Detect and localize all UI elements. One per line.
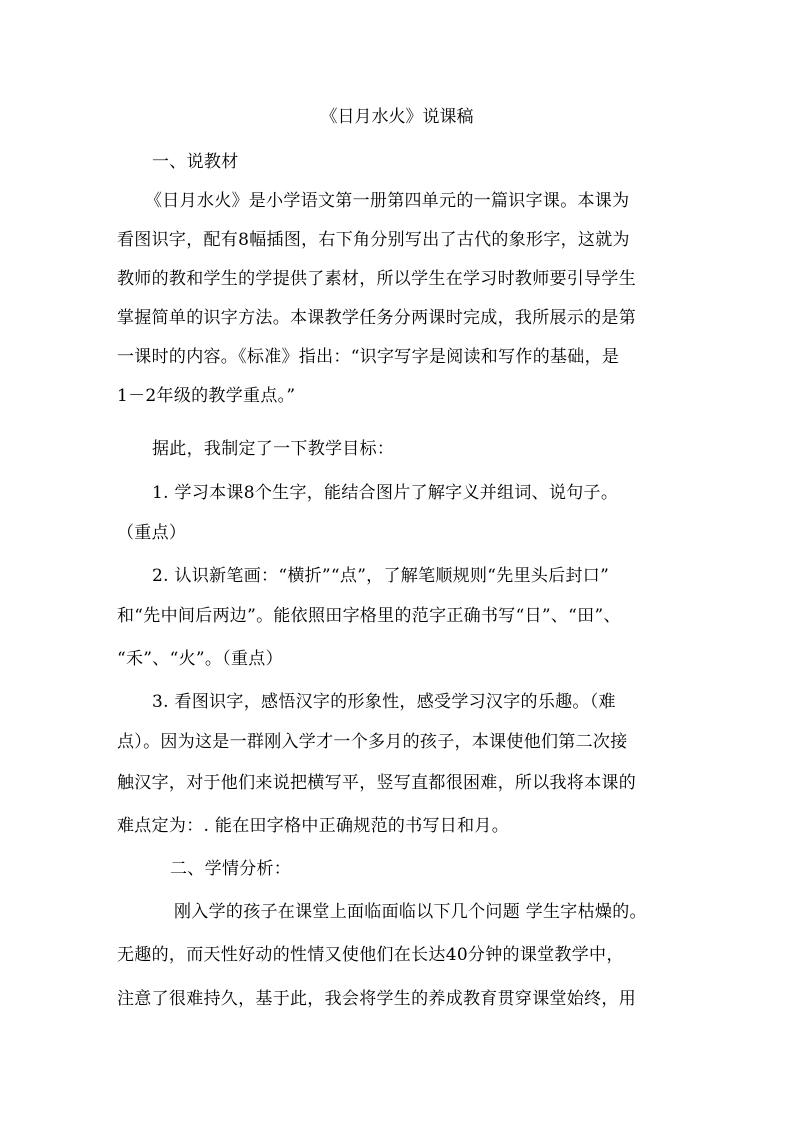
paragraph-line: 据此，我制定了一下教学目标：: [152, 439, 395, 459]
document-title: 《日月水火》说课稿: [320, 107, 474, 127]
paragraph-line: 刚入学的孩子在课堂上面临面临以下几个问题 学生字枯燥的。: [174, 902, 647, 922]
paragraph-line: 点）。因为这是一群刚入学才一个多月的孩子，本课使他们第二次接: [117, 732, 628, 752]
goal-item: 2. 认识新笔画：“横折”“点”，了解笔顺规则“先里头后封口”: [152, 566, 610, 586]
paragraph-line: 看图识字，配有8幅插图，右下角分别写出了古代的象形字，这就为: [117, 230, 630, 250]
paragraph-line: 教师的教和学生的学提供了素材，所以学生在学习时教师要引导学生: [117, 269, 636, 289]
paragraph-line: “禾”、“火”。（重点）: [117, 649, 283, 669]
section-heading-learner-analysis: 二、学情分析：: [170, 859, 292, 879]
paragraph-line: 1－2年级的教学重点。”: [117, 386, 296, 406]
paragraph-line: 注意了很难持久，基于此，我会将学生的养成教育贯穿课堂始终，用: [117, 989, 636, 1009]
goal-item: 3. 看图识字，感悟汉字的形象性，感受学习汉字的乐趣。（难: [152, 692, 616, 712]
paragraph-line: 掌握简单的识字方法。本课教学任务分两课时完成，我所展示的是第: [117, 308, 636, 328]
paragraph-line: 触汉字，对于他们来说把横写平，竖写直都很困难，所以我将本课的: [117, 773, 636, 793]
paragraph-line: （重点）: [117, 523, 187, 543]
paragraph-line: 《日月水火》是小学语文第一册第四单元的一篇识字课。本课为: [145, 191, 630, 211]
paragraph-line: 难点定为：. 能在田字格中正确规范的书写日和月。: [117, 816, 510, 836]
paragraph-line: 无趣的，而天性好动的性情又使他们在长达40分钟的课堂教学中，: [117, 945, 624, 965]
paragraph-line: 和“先中间后两边”。能依照田字格里的范字正确书写“日”、“田”、: [117, 606, 621, 626]
paragraph-line: 一课时的内容。《标准》指出：“识字写字是阅读和写作的基础，是: [117, 347, 620, 367]
section-heading-textbook: 一、说教材: [152, 152, 239, 172]
goal-item: 1. 学习本课8个生字，能结合图片了解字义并组词、说句子。: [152, 483, 619, 503]
